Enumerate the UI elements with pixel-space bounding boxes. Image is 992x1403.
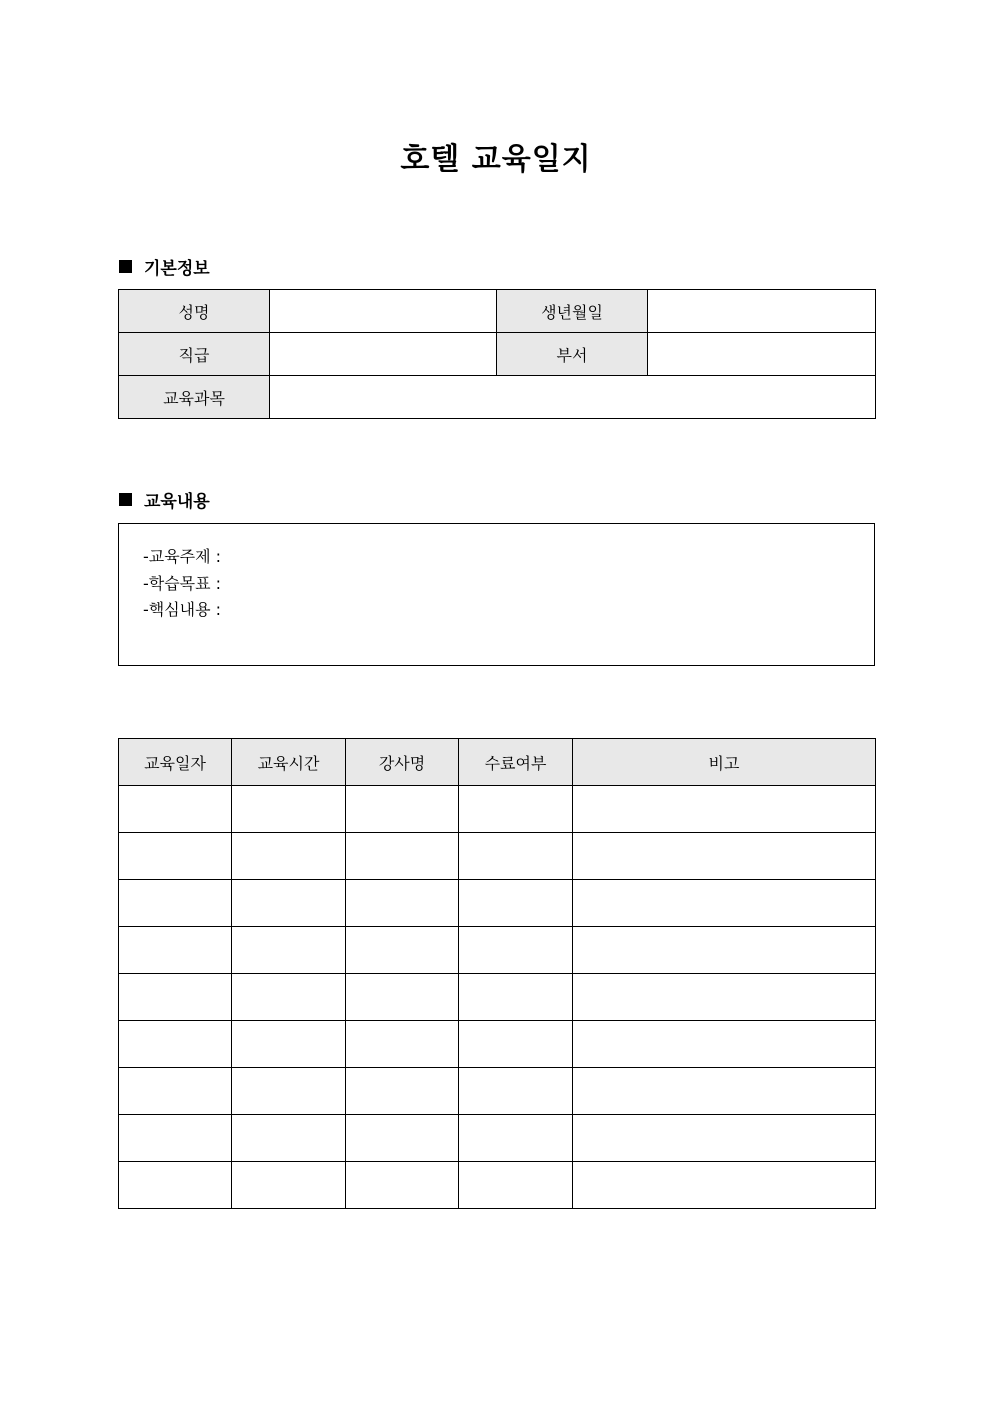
date-cell[interactable] — [119, 1021, 232, 1068]
time-cell[interactable] — [232, 833, 346, 880]
completion-cell[interactable] — [459, 1115, 573, 1162]
date-cell[interactable] — [119, 974, 232, 1021]
instructor-cell[interactable] — [346, 1162, 459, 1209]
remarks-cell[interactable] — [573, 786, 876, 833]
name-label: 성명 — [119, 290, 270, 333]
date-cell[interactable] — [119, 786, 232, 833]
instructor-cell[interactable] — [346, 927, 459, 974]
instructor-cell[interactable] — [346, 1115, 459, 1162]
position-label: 직급 — [119, 333, 270, 376]
position-field[interactable] — [270, 333, 497, 376]
objective-line: -학습목표 : — [143, 573, 222, 593]
table-row — [119, 333, 876, 376]
date-cell[interactable] — [119, 1068, 232, 1115]
completion-cell[interactable] — [459, 927, 573, 974]
time-cell[interactable] — [232, 927, 346, 974]
birthdate-label: 생년월일 — [497, 290, 648, 333]
time-cell[interactable] — [232, 786, 346, 833]
date-cell[interactable] — [119, 1162, 232, 1209]
completion-cell[interactable] — [459, 786, 573, 833]
completion-cell[interactable] — [459, 880, 573, 927]
document-title: 호텔 교육일지 — [400, 142, 592, 177]
course-label: 교육과목 — [119, 376, 270, 419]
time-cell[interactable] — [232, 974, 346, 1021]
table-row — [119, 833, 876, 880]
basic-info-table — [118, 289, 876, 419]
education-content-heading-text: 교육내용 — [144, 492, 210, 512]
instructor-cell[interactable] — [346, 1068, 459, 1115]
completion-cell[interactable] — [459, 1021, 573, 1068]
remarks-cell[interactable] — [573, 1068, 876, 1115]
remarks-cell[interactable] — [573, 1115, 876, 1162]
table-row — [119, 786, 876, 833]
department-label: 부서 — [497, 333, 648, 376]
completion-cell[interactable] — [459, 1068, 573, 1115]
remarks-cell[interactable] — [573, 880, 876, 927]
department-field[interactable] — [648, 333, 876, 376]
completion-cell[interactable] — [459, 1162, 573, 1209]
table-row — [119, 1115, 876, 1162]
header-remarks: 비고 — [573, 739, 876, 786]
table-row — [119, 290, 876, 333]
instructor-cell[interactable] — [346, 880, 459, 927]
key-content-line: -핵심내용 : — [143, 600, 222, 619]
table-header-row — [119, 739, 876, 786]
basic-info-heading — [119, 254, 210, 279]
date-cell[interactable] — [119, 833, 232, 880]
topic-line: -교육주제 : — [143, 547, 222, 566]
instructor-cell[interactable] — [346, 974, 459, 1021]
time-cell[interactable] — [232, 1068, 346, 1115]
remarks-cell[interactable] — [573, 1162, 876, 1209]
table-row — [119, 1021, 876, 1068]
table-row — [119, 880, 876, 927]
square-bullet-icon — [119, 260, 132, 273]
remarks-cell[interactable] — [573, 1021, 876, 1068]
header-date: 교육일자 — [119, 739, 232, 786]
course-field[interactable] — [270, 376, 876, 419]
date-cell[interactable] — [119, 1115, 232, 1162]
table-row — [119, 376, 876, 419]
remarks-cell[interactable] — [573, 833, 876, 880]
header-time: 교육시간 — [232, 739, 346, 786]
header-instructor: 강사명 — [346, 739, 459, 786]
completion-cell[interactable] — [459, 833, 573, 880]
table-row — [119, 927, 876, 974]
time-cell[interactable] — [232, 880, 346, 927]
date-cell[interactable] — [119, 880, 232, 927]
education-log-table — [118, 738, 876, 1209]
education-content-lines — [143, 544, 221, 624]
header-completion: 수료여부 — [459, 739, 573, 786]
education-content-box[interactable] — [118, 523, 875, 666]
education-content-heading — [119, 487, 210, 512]
remarks-cell[interactable] — [573, 927, 876, 974]
square-bullet-icon — [119, 493, 132, 506]
table-row — [119, 974, 876, 1021]
time-cell[interactable] — [232, 1162, 346, 1209]
table-row — [119, 1068, 876, 1115]
basic-info-heading-text: 기본정보 — [144, 259, 210, 279]
instructor-cell[interactable] — [346, 786, 459, 833]
table-row — [119, 1162, 876, 1209]
time-cell[interactable] — [232, 1021, 346, 1068]
name-field[interactable] — [270, 290, 497, 333]
birthdate-field[interactable] — [648, 290, 876, 333]
date-cell[interactable] — [119, 927, 232, 974]
instructor-cell[interactable] — [346, 833, 459, 880]
instructor-cell[interactable] — [346, 1021, 459, 1068]
completion-cell[interactable] — [459, 974, 573, 1021]
remarks-cell[interactable] — [573, 974, 876, 1021]
time-cell[interactable] — [232, 1115, 346, 1162]
